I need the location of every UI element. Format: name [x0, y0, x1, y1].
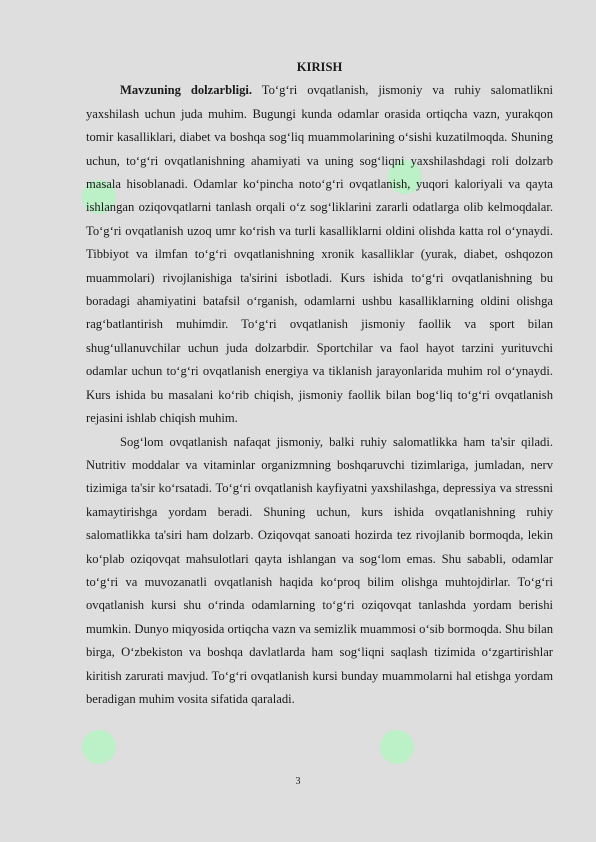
document-body	[86, 56, 553, 711]
page-number: 3	[295, 776, 301, 787]
watermark-mark	[82, 730, 116, 764]
watermark-mark	[380, 730, 414, 764]
paragraph-lead: Mavzuning dolzarbligi.	[120, 83, 253, 98]
paragraph-mental-health	[86, 431, 553, 712]
paragraph-text: To‘g‘ri ovqatlanish, jismoniy va ruhiy salomatlikni yaxshilash uchun juda muhim. Bugungi kunda odamlar orasida ortiqcha vazn, yurakqon tomir kasalliklari, diabet va boshqa sog‘liq muammolarining o‘sishi kuzatilmoqda. Shuning uchun, to‘g‘ri ovqatlanishning ahamiyati va uning sog‘liqni yaxshilashdagi roli dolzarb masala hisoblanadi. Odamlar ko‘pincha noto‘g‘ri ovqatlanish, yuqori kaloriyali va qayta ishlangan oziqovqatlarni tanlash orqali o‘z sog‘liklarini zararli odatlarga olib kelmoqdalar. To‘g‘ri ovqatlanish uzoq umr ko‘rish va turli kasalliklarni oldini olishda katta rol o‘ynaydi. Tibbiyot va ilmfan to‘g‘ri ovqatlanishning xronik kasalliklar (yurak, diabet, oshqozon muammolari) rivojlanishiga ta'sirini isbotladi. Kurs ishida to‘g‘ri ovqatlanishning bu boradagi ahamiyatini batafsil o‘rganish, odamlarni ushbu kasalliklarning oldini olishga rag‘batlantirish muhimdir. To‘g‘ri ovqatlanish jismoniy faollik va sport bilan shug‘ullanuvchilar uchun juda dolzarbdir. Sportchilar va faol hayot tarzini yurituvchi odamlar uchun to‘g‘ri ovqatlanish energiya va tiklanish jarayonlarida muhim rol o‘ynaydi. Kurs ishida bu masalani ko‘rib chiqish, jismoniy faollik bilan bog‘liq to‘g‘ri ovqatlanish rejasini ishlab chiqish muhim.	[86, 83, 553, 426]
paragraph-relevance	[86, 79, 553, 430]
document-title: KIRISH	[296, 60, 343, 74]
paragraph-text: Sog‘lom ovqatlanish nafaqat jismoniy, balki ruhiy salomatlikka ham ta'sir qiladi. Nutritiv moddalar va vitaminlar organizmning boshqaruvchi tizimlariga, jumladan, nerv tizimiga ta'sir ko‘rsatadi. To‘g‘ri ovqatlanish kayfiyatni yaxshilashga, depressiya va stressni kamaytirishga yordam beradi. Shuning uchun, kurs ishida ovqatlanishning ruhiy salomatlikka ta'siri ham dolzarb. Oziqovqat sanoati hozirda tez rivojlanib bormoqda, lekin ko‘plab oziqovqat mahsulotlari qayta ishlangan va sog‘lom emas. Shu sababli, odamlar to‘g‘ri va muvozanatli ovqatlanish haqida ko‘proq bilim olishga muhtojdirlar. To‘g‘ri ovqatlanish kursi shu o‘rinda odamlarning to‘g‘ri oziqovqat tanlashda yordam berishi mumkin. Dunyo miqyosida ortiqcha vazn va semizlik muammosi o‘sib bormoqda. Shu bilan birga, O‘zbekiston va boshqa davlatlarda ham sog‘liqni saqlash tizimida o‘zgartirishlar kiritish zarurati mavjud. To‘g‘ri ovqatlanish kursi bunday muammolarni hal etishga yordam beradigan muhim vosita sifatida qaraladi.	[86, 434, 553, 706]
